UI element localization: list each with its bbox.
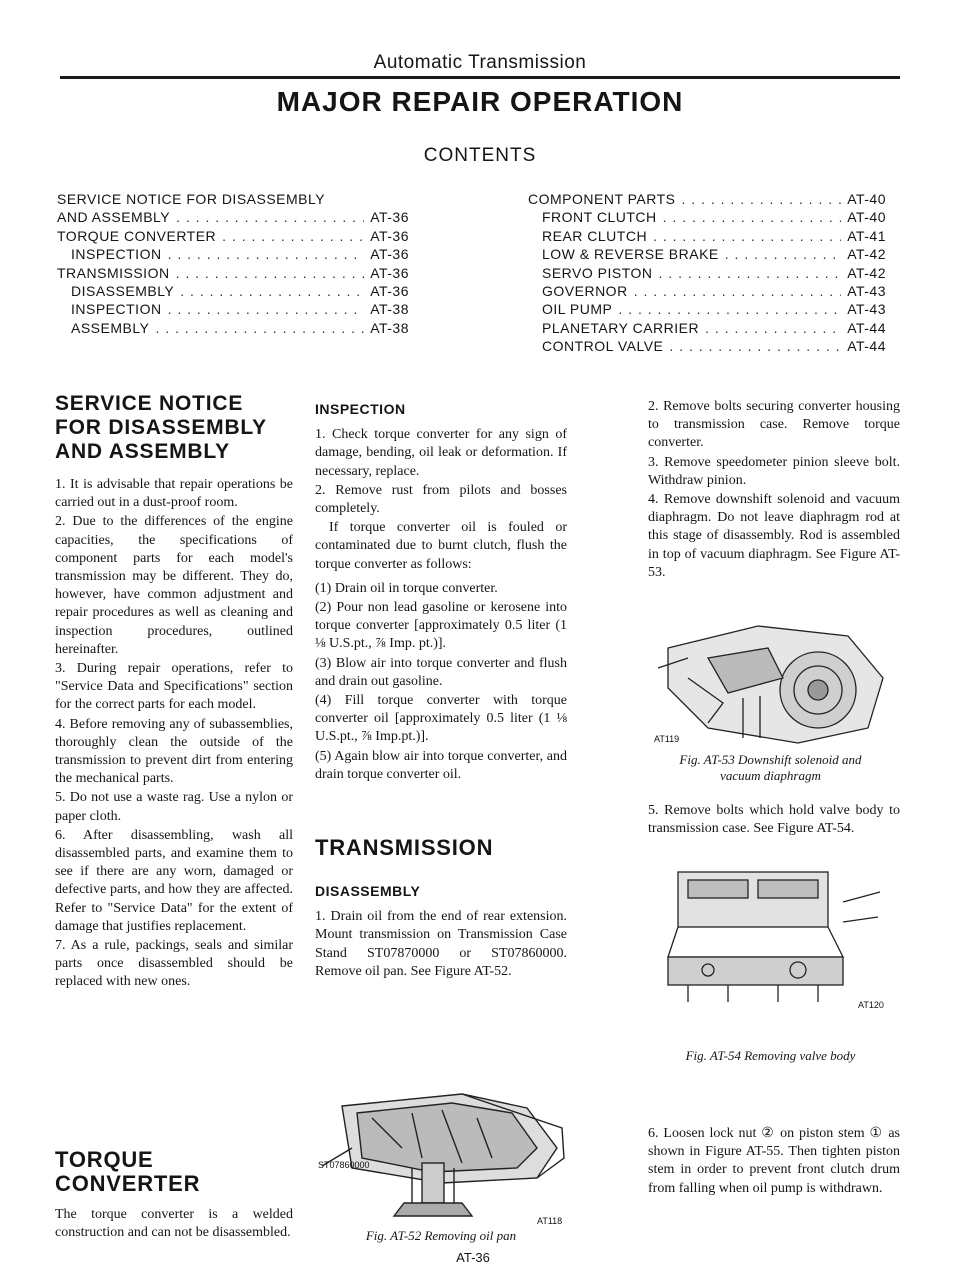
toc-right [528,190,886,356]
subsection-heading: INSPECTION [315,401,406,417]
figure-caption: Fig. AT-52 Removing oil pan [365,1228,517,1243]
figure-code: AT120 [858,1000,884,1010]
paragraph: 4. Before removing any of subassemblies, thoroughly clean the outside of the transmission to prevent dirt from entering the mechanical parts. [55,716,293,787]
toc-entry[interactable]: CONTROL VALVE . . . AT-44 [528,337,886,355]
toc-entry[interactable]: TORQUE CONVERTER . . . AT-36 [57,227,409,245]
paragraph: (3) Blow air into torque converter and flush and drain out gasoline. [315,655,567,689]
paragraph: 5. Do not use a waste rag. Use a nylon or paper cloth. [55,790,293,824]
transmission-section [315,836,567,981]
column-1 [55,392,293,992]
paragraph: 2. Remove rust from pilots and bosses completely. [315,482,567,517]
paragraph: 2. Remove bolts securing converter housing to transmission case. Remove torque converter. [648,399,900,451]
paragraph: If torque converter oil is fouled or contaminated due to burnt clutch, flush the torque converter as follows: [315,520,567,572]
paragraph: 5. Remove bolts which hold valve body to transmission case. See Figure AT-54. [648,803,900,837]
paragraph: (2) Pour non lead gasoline or kerosene into torque converter [approximately 0.5 liter (1 ⅛ U.S.pt., ⅞ Imp. pt.)]. [315,600,567,652]
paragraph: 1. Check torque converter for any sign of damage, bending, oil leak or deformation. If necessary, replace. [315,427,567,479]
paragraph: 7. As a rule, packings, seals and similar parts once disassembled should be replaced with new ones. [55,938,293,990]
toc-entry[interactable]: DISASSEMBLY . . . AT-36 [57,282,409,300]
toc-entry[interactable]: OIL PUMP . . . AT-43 [528,300,886,318]
section-heading: FOR DISASSEMBLY [55,416,267,439]
tool-label: ST07860000 [318,1160,370,1170]
page-number: AT-36 [456,1250,490,1265]
toc-entry[interactable]: PLANETARY CARRIER . . . AT-44 [528,319,886,337]
toc-entry[interactable]: LOW & REVERSE BRAKE . . . AT-42 [528,245,886,263]
figure-caption: Fig. AT-54 Removing valve body [685,1048,856,1063]
paragraph: 3. During repair operations, refer to "Service Data and Specifications" section for the correct parts for each model. [55,661,293,713]
paragraph: The torque converter is a welded construction and can not be disassembled. [55,1207,293,1241]
transmission-on-stand-illustration [312,1088,570,1228]
figure-caption [648,752,893,784]
toc-entry[interactable]: GOVERNOR . . . AT-43 [528,282,886,300]
figure-code: AT119 [654,734,680,744]
toc-left [57,190,409,337]
toc-entry[interactable]: FRONT CLUTCH . . . AT-40 [528,208,886,226]
toc-first-line: SERVICE NOTICE FOR DISASSEMBLY [57,191,326,207]
column-3-para [648,802,900,838]
page-title: MAJOR REPAIR OPERATION [276,86,684,117]
figure-caption-line: Fig. AT-53 Downshift solenoid and [679,752,862,767]
running-header: Automatic Transmission [373,52,587,73]
paragraph: 4. Remove downshift solenoid and vacuum diaphragm. Do not leave diaphragm rod at this stage of disassembly. Rod is assembled in top of vacuum diaphragm. See Figure AT-53. [648,492,900,580]
valve-body-illustration [648,862,893,1012]
paragraph: (5) Again blow air into torque converter, and drain torque converter oil. [315,748,567,782]
column-2 [315,400,567,784]
section-heading: TORQUE CONVERTER [55,1147,201,1196]
torque-converter-section [55,1148,293,1242]
subsection-heading: DISASSEMBLY [315,883,421,899]
paragraph: (4) Fill torque converter with torque converter oil [approximately 0.5 liter (1 ⅛ U.S.pt., ⅞ Imp.pt.)]. [315,693,567,745]
section-heading: SERVICE NOTICE [55,392,244,415]
figure-at-52 [312,1088,570,1228]
figure-code: AT118 [537,1216,563,1226]
toc-entry[interactable]: AND ASSEMBLY . . . AT-36 [57,208,409,226]
figure-at-53 [648,618,893,748]
toc-entry[interactable]: TRANSMISSION . . . AT-36 [57,264,409,282]
paragraph: 6. Loosen lock nut ② on piston stem ① as shown in Figure AT-55. Then tighten piston stem in order to prevent front clutch drum from falling when oil pump is withdrawn. [648,1126,900,1196]
figure-at-54 [648,862,893,1012]
paragraph: 2. Due to the differences of the engine capacities, the specifications of component parts for each model's transmission may be different. They do, however, have common adjustment and repair procedures as well as cleaning and inspection procedures, outlined hereinafter. [55,514,293,657]
paragraph: 3. Remove speedometer pinion sleeve bolt. Withdraw pinion. [648,454,900,488]
toc-entry[interactable]: SERVO PISTON . . . AT-42 [528,264,886,282]
contents-heading: CONTENTS [423,145,537,166]
section-heading: AND ASSEMBLY [55,440,230,463]
paragraph: 1. It is advisable that repair operations be carried out in a dust-proof room. [55,477,293,511]
header-rule [60,76,900,79]
column-3 [648,398,900,582]
toc-entry[interactable]: INSPECTION . . . AT-36 [57,245,409,263]
downshift-solenoid-illustration [648,618,893,748]
figure-caption-line: vacuum diaphragm [720,768,821,783]
paragraph: (1) Drain oil in torque converter. [315,580,498,596]
toc-entry[interactable]: ASSEMBLY . . . AT-38 [57,319,409,337]
toc-entry[interactable]: INSPECTION . . . AT-38 [57,300,409,318]
column-3-para [648,1125,900,1198]
section-heading: TRANSMISSION [315,835,494,860]
toc-entry[interactable]: REAR CLUTCH . . . AT-41 [528,227,886,245]
toc-entry[interactable]: COMPONENT PARTS . . . AT-40 [528,190,886,208]
paragraph: 6. After disassembling, wash all disassembled parts, and examine them to see if there are any worn, damaged or defective parts, and how they are affected. Refer to "Service Data" for the extent of damage that justifies replacement. [55,827,293,934]
paragraph: 1. Drain oil from the end of rear extension. Mount transmission on Transmission Case Stand ST07870000 or ST07860000. Remove oil pan. See Figure AT-52. [315,909,567,979]
